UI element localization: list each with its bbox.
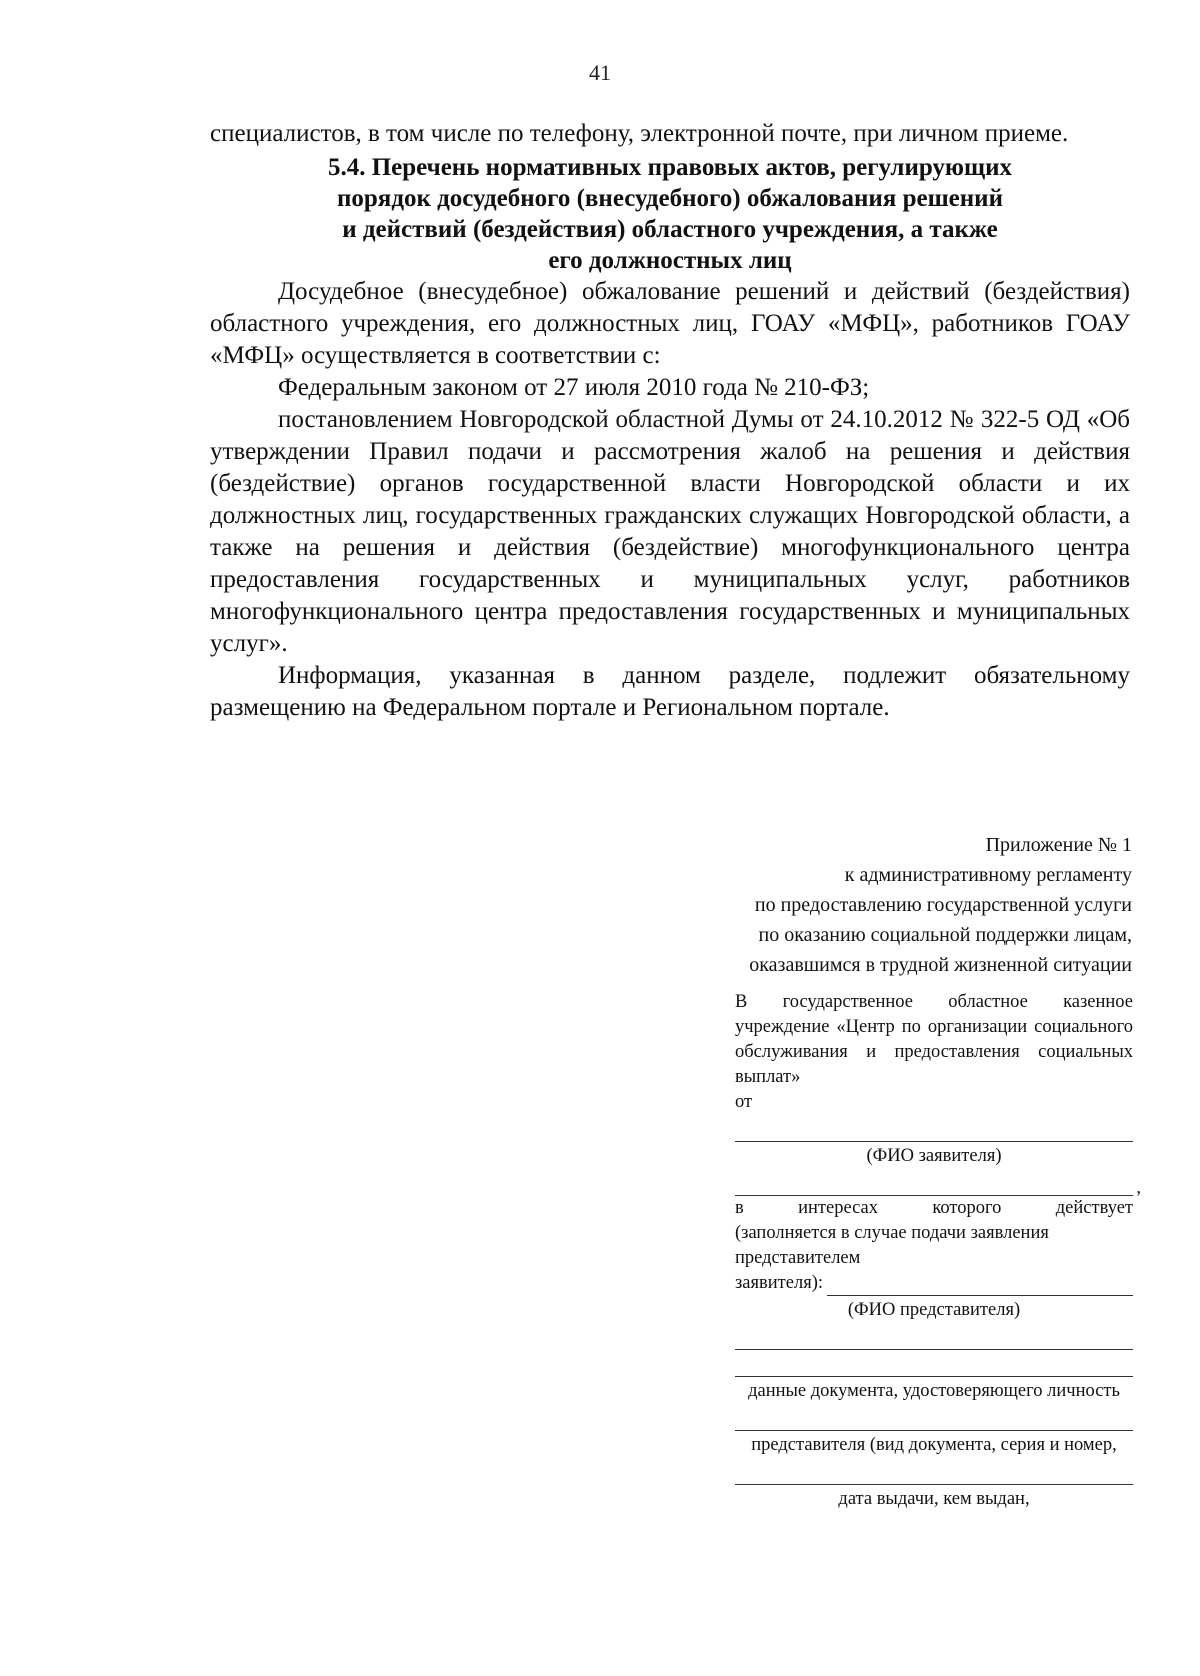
heading-line: его должностных лиц xyxy=(548,247,792,274)
representative-document-line xyxy=(735,1462,1133,1485)
appendix-title: Приложение № 1 xyxy=(985,834,1132,856)
id-document-line xyxy=(735,1408,1133,1431)
issue-caption: дата выдачи, кем выдан, xyxy=(838,1489,1030,1509)
appendix-line: к административному регламенту xyxy=(844,864,1132,886)
representative-name-line xyxy=(827,1275,1133,1296)
applicant-name-caption: (ФИО заявителя) xyxy=(866,1146,1002,1166)
appendix-line: оказавшимся в трудной жизненной ситуации xyxy=(749,954,1132,976)
paragraph-continuation: специалистов, в том числе по телефону, электронной почте, при личном приеме. xyxy=(210,120,1069,147)
section-heading xyxy=(210,152,1130,276)
applicant-representative-row xyxy=(735,1271,1133,1296)
applicant-extra-line xyxy=(735,1173,1141,1198)
paragraph-regional-resolution: постановлением Новгородской областной Думы от 24.10.2012 № 322-5 ОД «Об утверждении Правил подачи и рассмотрения жалоб на решения и действия (бездействие) органов государственной власти Новгородской области и их должностных лиц, государственных гражданских служащих Новгородской области, а также на решения и действия (бездействие) многофункционального центра предоставления государственных и муниципальных услуг, работников многофункционального центра предоставления государственных и муниципальных услуг». xyxy=(210,406,1130,657)
representative-name-caption: (ФИО представителя) xyxy=(847,1300,1021,1320)
representative-document-caption: представителя (вид документа, серия и номер, xyxy=(751,1435,1117,1455)
fill-note: (заполняется в случае подачи заявления представителем xyxy=(735,1223,1049,1268)
representative-line-1 xyxy=(735,1327,1133,1350)
id-document-caption: данные документа, удостоверяющего личность xyxy=(748,1381,1120,1401)
paragraph-appeal-basis: Досудебное (внесудебное) обжалование решений и действий (бездействия) областного учреждения, его должностных лиц, ГОАУ «МФЦ», работников ГОАУ «МФЦ» осуществляется в соответствии с: xyxy=(210,278,1130,369)
paragraph-portal-info: Информация, указанная в данном разделе, подлежит обязательному размещению на Федеральном портале и Региональном портале. xyxy=(210,662,1130,721)
heading-line: порядок досудебного (внесудебного) обжалования решений xyxy=(336,185,1003,212)
applicant-label: заявителя): xyxy=(735,1273,824,1293)
representative-line-2 xyxy=(735,1354,1133,1377)
applicant-name-line xyxy=(735,1119,1133,1142)
application-form-header xyxy=(735,990,1141,1512)
paragraph-federal-law: Федеральным законом от 27 июля 2010 года № 210-ФЗ; xyxy=(278,374,870,401)
main-text xyxy=(210,118,1130,724)
page-number: 41 xyxy=(589,60,611,85)
appendix-line: по предоставлению государственной услуги xyxy=(754,894,1132,916)
addressee: В государственное областное казенное учреждение «Центр по организации социального обслуживания и предоставления социальных выплат» xyxy=(735,992,1133,1087)
appendix-line: по оказанию социальной поддержки лицам, xyxy=(758,924,1132,946)
heading-line: и действий (бездействия) областного учреждения, а также xyxy=(342,216,998,243)
from-label: от xyxy=(735,1092,753,1112)
trailing-comma: , xyxy=(1136,1178,1141,1198)
appendix-header xyxy=(532,830,1132,980)
heading-line: 5.4. Перечень нормативных правовых актов, регулирующих xyxy=(327,154,1013,181)
interest-line: в интересах которого действует xyxy=(735,1198,1133,1218)
